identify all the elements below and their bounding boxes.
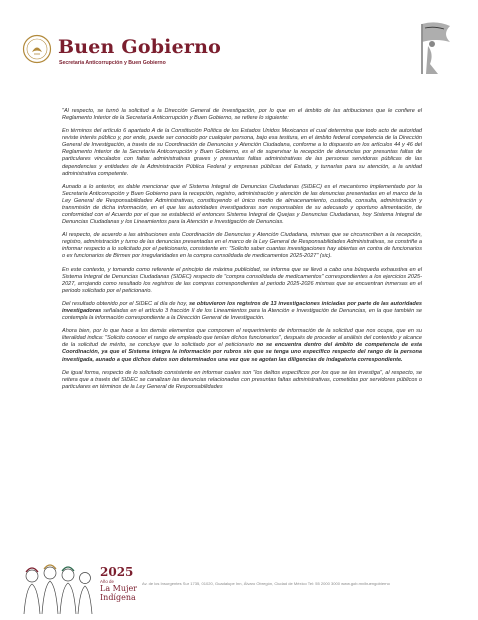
body-paragraph bbox=[62, 232, 422, 260]
text-run: Al respecto, de acuerdo a las atribuciones esta Coordinación de Denuncias y Atención Ciudadana, mismas que se circunscriben a la recepción, registro, administración y turno de las denuncias presentadas en el marco de la Ley General de Responsabilidades Administrativas, se constriñe a informar respecto a lo solicitado por el peticionario, consistente en: "Solicito saber cuantas investigaciones hay abiertas en contra de funcionarios o ex funcionarios de Birmex por irregularidades en la compra consolidada de medicamentos 2025-2027" (sic). bbox=[62, 232, 422, 260]
text-run: Del resultado obtenido por el SIDEC al día de hoy, bbox=[62, 301, 189, 308]
body-paragraph bbox=[62, 108, 422, 122]
body-paragraph bbox=[62, 301, 422, 322]
text-run: señaladas en el artículo 3 fracción II de los Lineamientos para la Atención e Investigación de Denuncias, en la que también se contempla la información correspondiente a la Dirección General de Investigación. bbox=[62, 308, 422, 322]
body-paragraph bbox=[62, 370, 422, 391]
bold-text-run: no se encuentra dentro del ámbito de competencia de esta Coordinación, ya que el Sistema integra la información por rubros sin que se tenga uno específico respecto del rango de la persona investigada, aunado a que dichos datos son determinados una vez que se agotan las diligencias de indagatoria correspondiente. bbox=[62, 342, 422, 363]
text-run: "Al respecto, se turnó la solicitud a la Dirección General de Investigación, por lo que en el ámbito de las atribuciones que le confiere el Reglamento Interior de la Secretaría Anticorrupción y Buen Gobierno, se refiere lo siguiente: bbox=[62, 108, 422, 122]
body-paragraph bbox=[62, 328, 422, 363]
body-paragraph bbox=[62, 267, 422, 295]
bold-text-run: se obtuvieron los registros de 13 investigaciones iniciadas por parte de las autoridades investigadoras bbox=[62, 301, 422, 315]
government-seal-icon bbox=[22, 34, 52, 64]
body-paragraph bbox=[62, 128, 422, 177]
text-run: En este contexto, y tomando como referente el principio de máxima publicidad, se informa que se llevó a cabo una búsqueda exhaustiva en el Sistema Integral de Denuncias Ciudadanas (SIDEC) respecto de "compra consolidada de medicamentos" correspondientes a los ejercicios 2025-2027, arrojando como resultado los registros de las compras correspondientes al periodo 2025-2026 mismas que se encuentran inmersas en el periodo solicitado por el peticionario. bbox=[62, 266, 422, 294]
year-name-line-1: La Mujer bbox=[100, 584, 138, 593]
footer-address: Av. de los Insurgentes Sur 1735, 01020, Guadalupe Inn, Álvaro Obregón, Ciudad de México Tel: 55 2000 3000 www.gob.mx/buengobierno bbox=[142, 581, 390, 586]
body-paragraph bbox=[62, 184, 422, 226]
brand-subtitle: Secretaría Anticorrupción y Buen Gobierno bbox=[59, 60, 166, 66]
document-header bbox=[0, 0, 478, 82]
year-caption: Año de bbox=[100, 579, 114, 584]
letter-body bbox=[62, 108, 422, 397]
flag-illustration-icon bbox=[416, 20, 454, 76]
text-run: Aunado a lo anterior, es dable mencionar que el Sistema Integral de Denuncias Ciudadanas (SIDEC) es el mecanismo implementado por la Secretaría Anticorrupción y Buen Gobierno para la recepción, registro, administración y atención de las denuncias presentadas en el marco de la Ley General de Responsabilidades Administrativas, constituyendo el único medio de almacenamiento, custodia, consulta, administración y transmisión de dicha información, en el que las autoridades investigadoras son responsables de su adecuado y oportuno alimentación, de conformidad con el Acuerdo por el que se estableció el entonces Sistema Integral de Quejas y Denuncias Ciudadanas, hoy Sistema Integral de Denuncias Ciudadanas y los Lineamientos para la Atención e Investigación de Denuncias. bbox=[62, 183, 422, 226]
year-number: 2025 bbox=[100, 565, 134, 579]
text-run: De igual forma, respecto de lo solicitado consistente en informar cuales son "los delitos específicos por los que se les investiga", al respecto, se reitera que a través del SIDEC se canalizan las denuncias relacionadas con presuntas faltas administrativas, cometidas por servidores públicos o particulares en términos de la Ley General de Responsabilidades bbox=[62, 369, 422, 390]
brand-title: Buen Gobierno bbox=[58, 36, 221, 58]
document-footer bbox=[0, 556, 478, 620]
year-name-line-2: Indígena bbox=[100, 593, 136, 602]
text-run: En términos del artículo 6 apartado A de la Constitución Política de los Estados Unidos Mexicanos el cual determina que todo acto de autoridad reviste interés público y, por ende, puede ser conocido por cualquier persona, bajo esa tesitura, en el ámbito federal competencia de la Dirección General de Investigación, a través de su Coordinación de Denuncias y Atención Ciudadana, conforme a lo dispuesto en los artículos 44 y 46 del Reglamento Interior de la Secretaría Anticorrupción y Buen Gobierno, es el de supervisar la recepción de denuncias por presuntas faltas de particulares vinculados con faltas administrativas graves y presuntas faltas administrativas de las personas servidoras públicas de las dependencias y entidades de la Administración Pública Federal y empresas públicas del Estado, y turnarlas para su atención, a la unidad administrativa competente. bbox=[62, 128, 422, 177]
text-run: Ahora bien, por lo que hace a los demás elementos que componen el requerimiento de información de la solicitud que nos ocupa, que en su literalidad indica: "Solicito conocer el rango de empleado que tenían dichos funcionarios", después de proceder al análisis del contenido y alcance de la solicitud de mérito, se concluye que lo solicitado por el peticionario bbox=[62, 328, 422, 349]
indigenous-women-illustration-icon bbox=[18, 562, 96, 614]
